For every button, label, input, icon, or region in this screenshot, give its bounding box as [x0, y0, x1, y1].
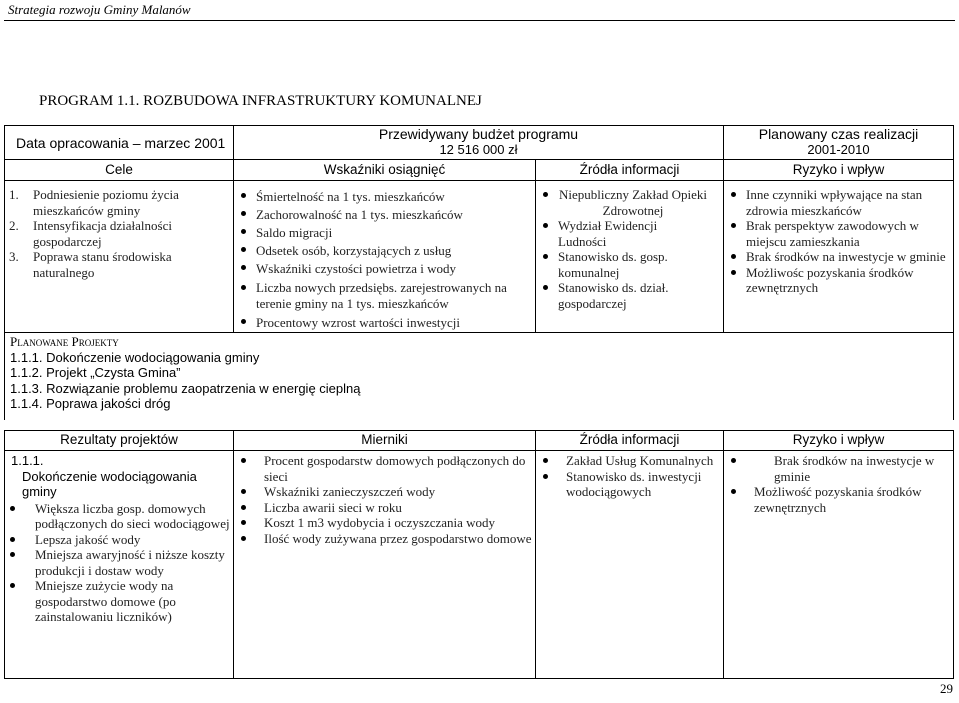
planned-project-item: 1.1.1. Dokończenie wodociągowania gminy	[10, 349, 260, 365]
page-number: 29	[940, 681, 953, 696]
measure-item: Wskaźniki zanieczyszczeń wody	[238, 484, 535, 500]
budget-value: 12 516 000 zł	[439, 142, 518, 157]
risk-item: Inne czynniki wpływające na stan zdrowia mieszkańców	[728, 187, 953, 218]
indicator-item: Saldo migracji	[238, 224, 535, 242]
measure-item: Koszt 1 m3 wydobycia i oczyszczania wody	[238, 515, 535, 531]
goal-item: 2. Intensyfikacja działalności gospodarczej	[9, 218, 172, 249]
measure-item: Liczba awarii sieci w roku	[238, 500, 535, 516]
goal-item: 1. Podniesienie poziomu życia mieszkańców gminy	[9, 187, 179, 218]
time-cell	[724, 126, 954, 160]
col-header-goals: Cele	[5, 160, 234, 181]
result-project-number: 1.1.1.	[11, 453, 44, 468]
time-value: 2001-2010	[807, 142, 870, 157]
result-item: Większa liczba gosp. domowych podłączonych do sieci wodociągowej	[7, 501, 233, 532]
planned-projects-heading: Planowane Projekty	[10, 334, 119, 349]
result-risk-item: Brak środków na inwestycje w gminie	[728, 453, 947, 484]
results-table	[4, 430, 954, 679]
measures-cell	[234, 451, 536, 679]
col-header-measures: Mierniki	[234, 431, 536, 451]
date-cell: Data opracowania – marzec 2001	[5, 126, 234, 160]
goals-cell	[5, 181, 234, 333]
risks-cell	[724, 181, 954, 333]
indicators-cell	[234, 181, 536, 333]
result-source-item: Zakład Usług Komunalnych	[540, 453, 723, 469]
program-info-table	[4, 125, 954, 160]
col-header-indicators: Wskaźniki osiągnięć	[234, 160, 536, 181]
risk-item: Brak perspektyw zawodowych w miejscu zamieszkania	[728, 218, 953, 249]
col-header-result-risks: Ryzyko i wpływ	[724, 431, 954, 451]
measure-item: Procent gospodarstw domowych podłączonych do sieci	[238, 453, 535, 484]
col-header-risks: Ryzyko i wpływ	[724, 160, 954, 181]
document-header-title: Strategia rozwoju Gminy Malanów	[8, 2, 191, 17]
col-header-result-sources: Źródła informacji	[536, 431, 724, 451]
source-item: Stanowisko ds. gosp. komunalnej	[540, 249, 723, 280]
indicator-item: Wskaźniki czystości powietrza i wody	[238, 260, 535, 278]
planned-left-border	[4, 330, 5, 420]
result-item: Lepsza jakość wody	[7, 532, 233, 548]
measure-item: Ilość wody zużywana przez gospodarstwo domowe	[238, 531, 535, 547]
result-source-item: Stanowisko ds. inwestycji wodociągowych	[540, 469, 723, 500]
budget-label: Przewidywany budżet programu	[378, 126, 579, 142]
risk-item: Możliwośc pozyskania środków zewnętrznych	[728, 265, 953, 296]
result-sources-cell	[536, 451, 724, 679]
indicator-item: Odsetek osób, korzystających z usług	[238, 242, 535, 260]
budget-cell	[234, 126, 724, 160]
sources-cell	[536, 181, 724, 333]
result-risks-cell	[724, 451, 954, 679]
result-risk-item: Możliwość pozyskania środków zewnętrznych	[728, 484, 947, 515]
indicator-item: Zachorowalność na 1 tys. mieszkańców	[238, 206, 535, 224]
source-item: Stanowisko ds. dział. gospodarczej	[540, 280, 723, 311]
source-item: Wydział Ewidencji Ludności	[540, 218, 723, 249]
result-project-name: Dokończenie wodociągowania gminy	[22, 468, 197, 499]
result-item: Mniejsza awaryjność i niższe koszty produkcji i dostaw wody	[7, 547, 233, 578]
results-cell	[5, 451, 234, 679]
header-divider	[4, 20, 955, 21]
planned-projects	[10, 334, 361, 412]
planned-project-item: 1.1.4. Poprawa jakości dróg	[10, 396, 171, 411]
goal-item: 3. Poprawa stanu środowiska naturalnego	[9, 249, 172, 280]
indicator-item: Śmiertelność na 1 tys. mieszkańców	[238, 188, 535, 206]
planned-project-item: 1.1.2. Projekt „Czysta Gmina”	[10, 365, 181, 380]
col-header-results: Rezultaty projektów	[5, 431, 234, 451]
risk-item: Brak środków na inwestycje w gminie	[728, 249, 953, 265]
col-header-sources: Źródła informacji	[536, 160, 724, 181]
time-label: Planowany czas realizacji	[758, 126, 919, 142]
planned-project-item: 1.1.3. Rozwiązanie problemu zaopatrzenia w energię cieplną	[10, 380, 361, 396]
result-item: Mniejsze zużycie wody na gospodarstwo domowe (po zainstalowaniu liczników)	[7, 578, 233, 625]
goals-table	[4, 159, 954, 333]
planned-right-border	[953, 330, 954, 420]
program-title: PROGRAM 1.1. ROZBUDOWA INFRASTRUKTURY KOMUNALNEJ	[39, 93, 482, 109]
indicator-item: Liczba nowych przedsiębs. zarejestrowanych na terenie gminy na 1 tys. mieszkańców	[238, 280, 535, 312]
indicator-item: Procentowy wzrost wartości inwestycji	[238, 314, 535, 332]
source-item: Niepubliczny Zakład Opieki Zdrowotnej	[540, 187, 723, 218]
